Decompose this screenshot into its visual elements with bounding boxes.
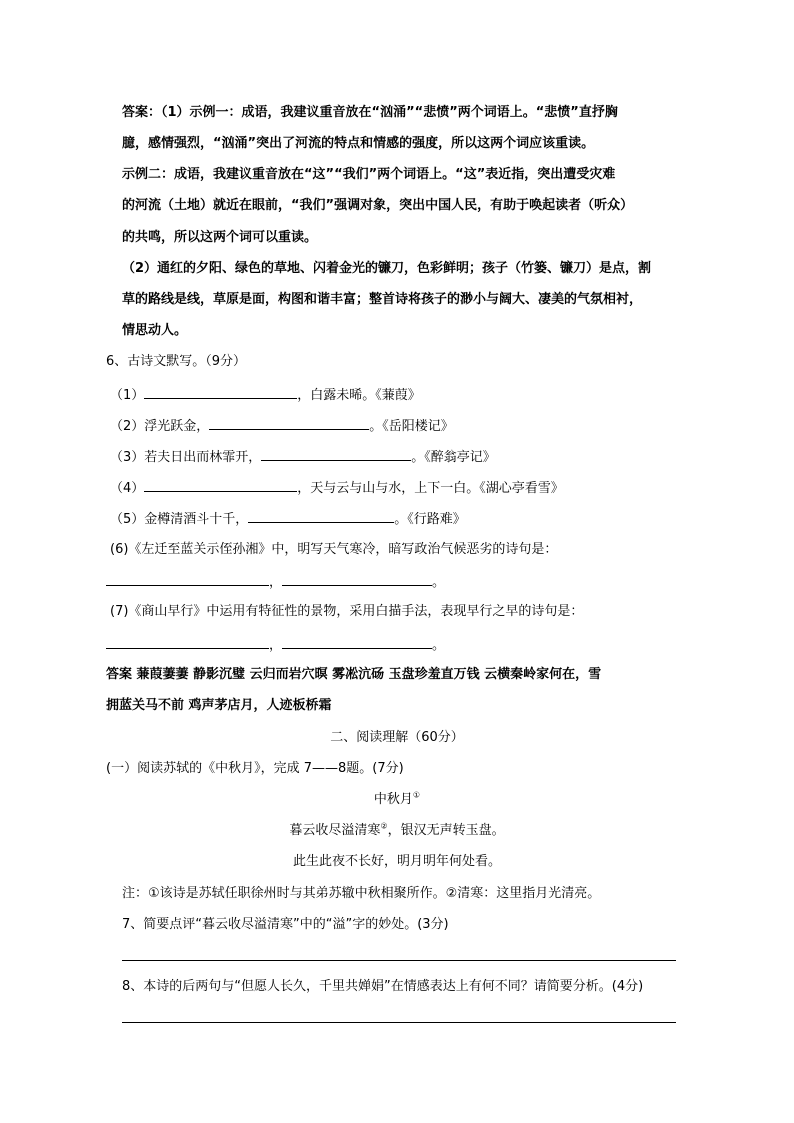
fill-blank-1[interactable] — [144, 385, 297, 399]
section-2-title: 二、阅读理解（60分） — [330, 730, 464, 745]
answer-label: 答案： — [122, 105, 162, 120]
fill-blank-5[interactable] — [248, 509, 394, 523]
footnote-marker-1: ① — [412, 790, 421, 800]
answer-1-line-3: 示例二：成语，我建议重音放在“这”“我们”两个词语上。“这”表近指，突出遭受灾难 — [122, 167, 616, 182]
poem-title: 中秋月① — [373, 790, 421, 807]
answer-line-8[interactable] — [122, 1022, 676, 1023]
q6-item-7-blanks: ， 。 — [106, 635, 445, 655]
fill-blank-7a[interactable] — [106, 635, 269, 649]
answer-1-line-1: 答案：（1）示例一：成语，我建议重音放在“汹涌”“悲愤”两个词语上。“悲愤”直抒胸 — [122, 105, 618, 120]
q6-item-1: （1） ，白露未晞。《蒹葭》 — [110, 385, 421, 405]
fill-blank-6b[interactable] — [282, 572, 432, 586]
q6-item-6-blanks: ， 。 — [106, 572, 445, 592]
answer-1-line-4: 的河流（土地）就近在眼前，“我们”强调对象，突出中国人民，有助于唤起读者（听众） — [122, 198, 634, 213]
answer-2-line-1: 答案 蒹葭萋萋 静影沉璧 云归而岩穴暝 雾凇沆砀 玉盘珍羞直万钱 云横秦岭家何在，雪 — [106, 667, 602, 682]
poem-line-1: 暮云收尽溢清寒②，银汉无声转玉盘。 — [289, 821, 505, 838]
section-2-part-1: (一）阅读苏轼的《中秋月》，完成 7——8题。(7分) — [106, 761, 404, 776]
q6-item-7: (7)《商山早行》中运用有特征性的景物，采用白描手法，表现早行之早的诗句是： — [110, 604, 584, 619]
fill-blank-2[interactable] — [209, 416, 369, 430]
answer-1-line-5: 的共鸣，所以这两个词可以重读。 — [122, 230, 318, 245]
poem-note: 注：①该诗是苏轼任职徐州时与其弟苏辙中秋相聚所作。②清寒：这里指月光清亮。 — [122, 886, 601, 901]
fill-blank-6a[interactable] — [106, 572, 269, 586]
q6-item-2: （2）浮光跃金， 。《岳阳楼记》 — [110, 416, 454, 436]
fill-blank-4[interactable] — [144, 478, 297, 492]
footnote-marker-2: ② — [380, 821, 388, 831]
poem-line-2: 此生此夜不长好，明月明年何处看。 — [292, 854, 501, 869]
fill-blank-7b[interactable] — [282, 635, 432, 649]
q6-item-3: （3）若夫日出而林霏开， 。《醉翁亭记》 — [110, 447, 496, 467]
q6-item-6: (6)《左迁至蓝关示侄孙湘》中，明写天气寒冷，暗写政治气候恶劣的诗句是： — [110, 542, 558, 557]
answer-1-line-8: 情思动人。 — [122, 323, 188, 338]
question-7: 7、简要点评“暮云收尽溢清寒”中的“溢”字的妙处。(3分) — [122, 917, 449, 932]
q6-item-4: （4） ，天与云与山与水，上下一白。《湖心亭看雪》 — [110, 478, 564, 498]
q6-item-5: （5）金樽清酒斗十千， 。《行路难》 — [110, 509, 466, 529]
question-8: 8、本诗的后两句与“但愿人长久，千里共婵娟”在情感表达上有何不同？请简要分析。(4分) — [122, 979, 644, 994]
fill-blank-3[interactable] — [261, 447, 411, 461]
answer-2-line-2: 拥蓝关马不前 鸡声茅店月，人迹板桥霜 — [106, 698, 332, 713]
question-6-title: 6、古诗文默写。（9分） — [106, 354, 247, 369]
answer-line-7[interactable] — [122, 960, 676, 961]
answer-1-line-6: （2）通红的夕阳、绿色的草地、闪着金光的镰刀，色彩鲜明；孩子（竹篓、镰刀）是点，割 — [122, 261, 652, 276]
answer-1-line-7: 草的路线是线，草原是面，构图和谐丰富；整首诗将孩子的渺小与阔大、凄美的气氛相衬， — [122, 292, 643, 307]
answer-1-line-2: 臆，感情强烈，“汹涌”突出了河流的特点和情感的强度，所以这两个词应该重读。 — [122, 136, 595, 151]
